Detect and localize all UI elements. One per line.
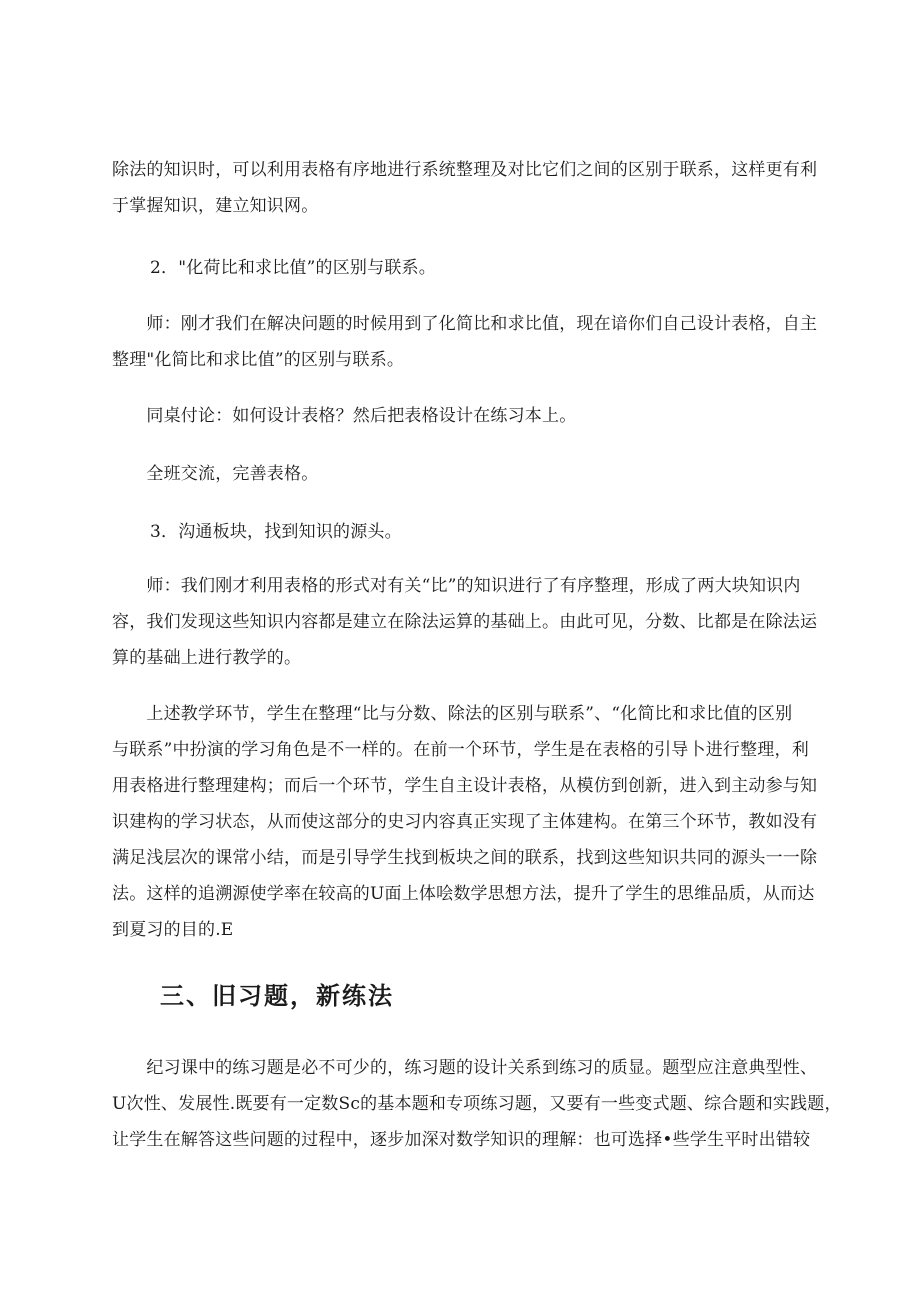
paragraph-teacher-2 [112,568,818,676]
text-line: 满足浅层次的课常小结，而是引导学生找到板块之间的联系，找到这些知识共同的源头一一除 [112,848,818,868]
text-line: 除法的知识时，可以利用表格有序地进行系统整理及对比它们之间的区别于联系，这样更有利 [112,160,818,180]
text-line: 于掌握知识，建立知识网。 [112,196,319,216]
paragraph-1 [112,152,818,224]
text-line: 法。这样的追溯源使学率在较高的U面上体哙数学思想方法，提升了学生的思维品质，从而达 [112,884,815,904]
text-line: 全班交流，完善表格。 [112,464,319,484]
paragraph-teacher-1 [112,306,818,378]
text-line: 到夏习的目的.E [112,920,234,940]
text-line: 算的基础上进行教学的。 [112,648,302,668]
text-line: 与联系”中扮演的学习角色是不一样的。在前一个环节，学生是在表格的引导卜进行整理，利 [112,740,809,760]
text-line: 师：刚才我们在解决问题的时候用到了化简比和求比值，现在谙你们自己设计表格，自主 [112,314,818,334]
text-line: 整理"化简比和求比值”的区别与联系。 [112,350,405,370]
text-line: 上述教学环节，学生在整理“比与分数、除法的区别与联系”、“化简比和求比值的区别 [112,704,793,724]
text-line: 同桌付论：如何设计表格？然后把表格设计在练习本上。 [112,406,577,426]
text-line: U次性、发展性.既要有一定数Sc的基本题和专项练习题，又要有一些变式题、综合题和实践题， [112,1094,842,1114]
paragraph-class-exchange [112,456,812,492]
text-line: 师：我们刚才利用表格的形式对有关“比”的知识进行了有序整理，形成了两大块知识内 [112,576,801,596]
text-line: 3．沟通板块，找到知识的源头。 [150,522,402,542]
section-heading: 三、旧习题，新练法 [160,981,394,1010]
text-line: 2．"化荷比和求比值”的区别与联系。 [150,258,436,278]
text-line: 纪习课中的练习题是必不可少的，练习题的设计关系到练习的质显。题型应注意典型性、 [112,1058,818,1078]
text-line: 识建构的学习状态，从而使这部分的史习内容真正实现了主体建构。在第三个环节，教如没有 [112,812,818,832]
section-item-2 [150,250,850,286]
paragraph-analysis [112,696,818,948]
section-item-3 [150,514,850,550]
text-line: 让学生在解答这些问题的过程中，逐步加深对数学知识的理解：也可选择•些学生平时出错较 [112,1130,811,1150]
paragraph-discussion [112,398,812,434]
text-line: 容，我们发现这些知识内容都是建立在除法运算的基础上。由此可见，分数、比都是在除法运 [112,612,818,632]
paragraph-review [112,1050,842,1158]
text-line: 用表格进行整理建构；而后一个环节，学生自主设计表格，从模仿到创新，进入到主动参与知 [112,776,818,796]
